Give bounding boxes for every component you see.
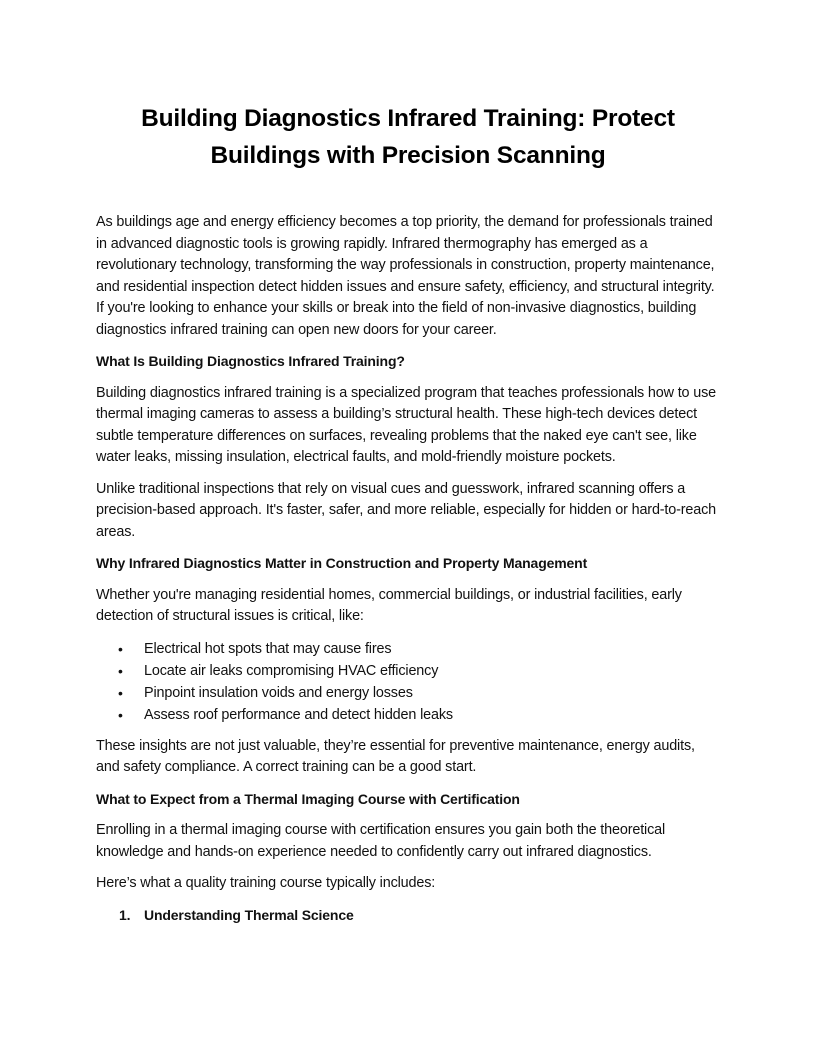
intro-paragraph: As buildings age and energy efficiency becomes a top priority, the demand for professionals trained in advanced diagnostic tools is growing rapidly. Infrared thermography has emerged as a revolutionary technology, transforming the way professionals in construction, property maintenance, and residential inspection detect hidden issues and ensure safety, efficiency, and structural integrity. If you're looking to enhance your skills or break into the field of non-invasive diagnostics, building diagnostics infrared training can open new doors for your career. xyxy=(96,214,715,338)
list-item xyxy=(96,905,720,927)
list-item xyxy=(96,704,720,726)
section2-paragraph-2: These insights are not just valuable, they’re essential for preventive maintenance, energy audits, and safety compliance. A correct training can be a good start. xyxy=(96,737,695,775)
section-heading-why-matter: Why Infrared Diagnostics Matter in Construction and Property Management xyxy=(96,555,588,571)
step-label: Understanding Thermal Science xyxy=(144,906,354,923)
course-steps-list xyxy=(96,905,720,927)
issue-bullet-list xyxy=(96,638,720,726)
list-item-text: Pinpoint insulation voids and energy losses xyxy=(144,684,413,701)
list-item xyxy=(96,638,720,660)
bullet-icon: • xyxy=(118,640,123,657)
title-line-1: Building Diagnostics Infrared Training: Protect xyxy=(141,105,675,132)
section2-paragraph-1: Whether you're managing residential homes, commercial buildings, or industrial facilities, early detection of structural issues is critical, like: xyxy=(96,586,682,624)
list-item-text: Locate air leaks compromising HVAC efficiency xyxy=(144,662,439,679)
section-heading-what-is: What Is Building Diagnostics Infrared Training? xyxy=(96,353,405,369)
list-item xyxy=(96,660,720,682)
section3-paragraph-2: Here’s what a quality training course typically includes: xyxy=(96,875,436,891)
section-heading-what-to-expect: What to Expect from a Thermal Imaging Course with Certification xyxy=(96,790,520,807)
bullet-icon: • xyxy=(118,706,123,723)
bullet-icon: • xyxy=(118,662,123,679)
list-item xyxy=(96,682,720,704)
section3-paragraph-1: Enrolling in a thermal imaging course with certification ensures you gain both the theoretical knowledge and hands-on experience needed to confidently carry out infrared diagnostics. xyxy=(96,822,666,860)
list-item-text: Assess roof performance and detect hidden leaks xyxy=(144,706,453,723)
section1-paragraph-1: Building diagnostics infrared training is a specialized program that teaches professionals how to use thermal imaging cameras to assess a building’s structural health. These high-tech devices detect subtle temperature differences on surfaces, revealing problems that the naked eye can't see, like water leaks, missing insulation, electrical faults, and mold-friendly moisture pockets. xyxy=(96,384,716,465)
list-item-text: Electrical hot spots that may cause fires xyxy=(144,640,392,657)
title-line-2: Buildings with Precision Scanning xyxy=(210,142,606,169)
page-title xyxy=(96,100,720,174)
bullet-icon: • xyxy=(118,684,123,701)
section1-paragraph-2: Unlike traditional inspections that rely on visual cues and guesswork, infrared scanning offers a precision-based approach. It's faster, safer, and more reliable, especially for hidden or hard-to-reach areas. xyxy=(96,480,717,540)
step-number: 1. xyxy=(119,906,131,923)
